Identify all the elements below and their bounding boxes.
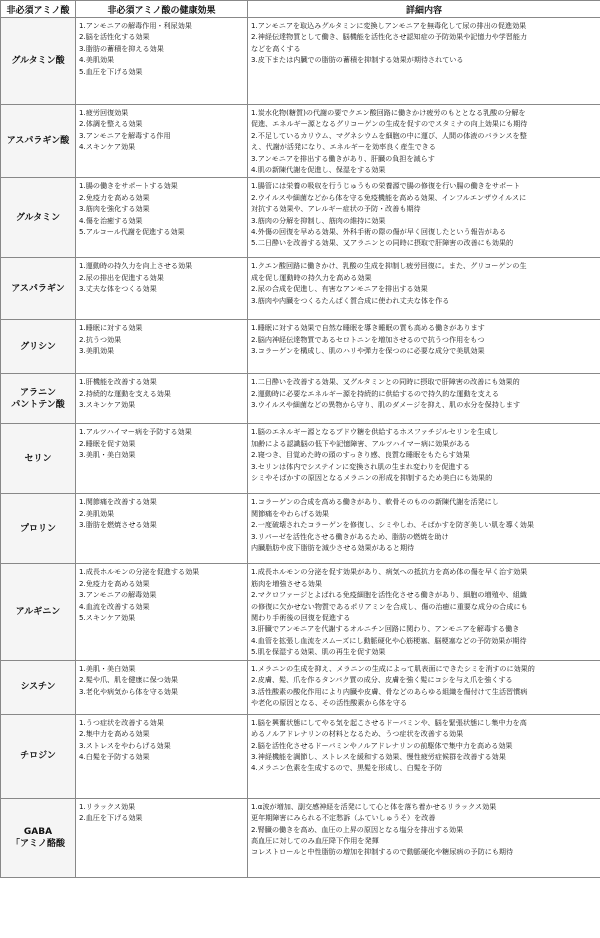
detail-line: 関わり手術後の回復を促進する <box>251 613 351 623</box>
detail-line: 2.寝つき、目覚めた時の頭のすっきり感、良質な睡眠をもたらす効果 <box>251 450 470 460</box>
amino-acid-name-cell <box>1 424 76 494</box>
detail-line: 4.血管を拡張し血流をスムーズにし動脈硬化や心筋梗塞、脳梗塞などの予防効果が期待 <box>251 635 527 645</box>
amino-acid-name: グルタミン酸 <box>11 56 65 66</box>
health-effect-item: 1.疲労回復効果 <box>79 108 129 117</box>
detail-line: 2.一度破壊されたコラーゲンを修復し、シミやしわ、そばかすを防ぎ美しい肌を導く効果 <box>251 520 534 530</box>
detail-line: 2.不足しているカリウム、マグネシウムを細胞の中に運び、人間の体液のバランスを整 <box>251 130 527 140</box>
details-cell <box>248 798 600 877</box>
detail-line: 加齢による認識脳の低下や記憶障害、アルツハイマー病に効果がある <box>251 438 471 448</box>
health-effects-cell <box>76 714 248 798</box>
health-effect-item: 2.血圧を下げる効果 <box>79 813 143 823</box>
health-effect-item: 1.アンモニアの解毒作用・利尿効果 <box>79 21 192 30</box>
health-effects-cell <box>76 660 248 714</box>
health-effects-cell <box>76 258 248 320</box>
table-row <box>1 714 600 798</box>
details-cell <box>248 258 600 320</box>
details-cell <box>248 105 600 178</box>
health-effect-item: 2.尿の排出を促進する効果 <box>79 272 164 282</box>
health-effects-cell <box>76 105 248 178</box>
health-effects-cell <box>76 564 248 660</box>
header-details: 詳細内容 <box>248 1 600 18</box>
detail-line: 1.脳のエネルギー源となるブドウ糖を供給するホスファチジルセリンを生成し <box>251 427 499 437</box>
detail-line: 3.活性酸素の酸化作用により内臓や皮膚、骨などのあらゆる組織を傷付けて生活習慣病 <box>251 686 528 696</box>
detail-line: 3.筋肉の分解を抑制し、筋肉の維持に効果 <box>251 215 386 225</box>
health-effect-item: 3.アンモニアの解毒効果 <box>79 590 157 600</box>
detail-line: え、代謝が活発になり、エネルギーを効率良く産生できる <box>251 142 436 152</box>
amino-acid-name-cell <box>1 714 76 798</box>
health-effect-item: 1.アルツハイマー病を予防する効果 <box>79 427 192 437</box>
details-cell <box>248 18 600 105</box>
detail-line: 3.肝臓でアンモニアを代謝するオルニチン回路に関わり、アンモニアを解毒する働き <box>251 624 520 634</box>
detail-line: 対抗する効果や、アレルギー症状の予防・改善も期待 <box>251 204 421 214</box>
detail-line: 2.皮膚、髪、爪を作るタンパク質の成分、皮膚を強く髪にコシを与え爪を強くする <box>251 675 513 685</box>
detail-line: 4.外傷の回復を早める効果、外科手術の際の傷が早く回復したという報告がある <box>251 227 507 237</box>
detail-line: 1.アンモニアを取込みグルタミンに変換しアンモニアを無毒化して尿の排出の促進効果 <box>251 21 527 30</box>
health-effects-cell <box>76 424 248 494</box>
health-effect-item: 1.うつ症状を改善する効果 <box>79 717 164 727</box>
table-row <box>1 105 600 178</box>
health-effect-item: 2.睡眠を促す効果 <box>79 438 136 448</box>
header-row <box>1 1 600 18</box>
health-effect-item: 3.筋肉を強化する効果 <box>79 204 150 214</box>
health-effect-item: 2.体調を整える効果 <box>79 119 143 129</box>
health-effect-item: 3.美肌効果 <box>79 346 115 356</box>
health-effect-item: 1.腸の働きをサポートする効果 <box>79 181 178 191</box>
detail-line: 1.α波が増加、副交感神経を活発にして心と体を落ち着かせるリラックス効果 <box>251 801 497 811</box>
amino-acid-name: セリン <box>24 453 52 464</box>
health-effect-item: 3.老化や病気から体を守る効果 <box>79 686 178 696</box>
table-row <box>1 798 600 877</box>
detail-line: 4.肌の新陳代謝を促進し、保湿をする効果 <box>251 165 386 175</box>
health-effect-item: 2.免疫力を高める効果 <box>79 192 150 202</box>
header-health-effects: 非必須アミノ酸の健康効果 <box>76 1 248 18</box>
amino-acid-name: グリシン <box>20 341 56 352</box>
detail-line: 5.二日酔いを改善する効果、又アラニンとの同時に摂取で肝障害の改善にも効果的 <box>251 238 514 248</box>
detail-line: 5.肌を保湿する効果、肌の再生を促す効果 <box>251 647 386 657</box>
detail-line: 3.神経機能を調節し、ストレスを緩和する効果、慢性疲労症候群を改善する効果 <box>251 751 506 761</box>
amino-acid-name: アスパラギン酸 <box>6 136 70 147</box>
table-row <box>1 374 600 424</box>
health-effect-item: 1.美肌・美白効果 <box>79 663 136 673</box>
detail-line: めるノルアドレナリンの材料となるため、うつ症状を改善する効果 <box>251 729 464 739</box>
health-effects-cell <box>76 374 248 424</box>
health-effect-item: 3.丈夫な体をつくる効果 <box>79 284 157 294</box>
health-effects-cell <box>76 798 248 877</box>
detail-line: 1.脳を興奮状態にしてやる気を起こさせるドーパミンや、脳を緊張状態にし集中力を高 <box>251 717 527 727</box>
details-cell <box>248 320 600 374</box>
amino-acid-name-cell <box>1 105 76 178</box>
health-effect-item: 2.脳を活性化する効果 <box>79 32 150 42</box>
health-effect-item: 3.脂肪の蓄積を抑える効果 <box>79 43 164 53</box>
details-cell <box>248 494 600 564</box>
health-effect-item: 2.抗うつ効果 <box>79 334 122 344</box>
table-row <box>1 660 600 714</box>
health-effect-item: 4.美肌効果 <box>79 55 115 65</box>
health-effect-item: 4.白髪を予防する効果 <box>79 751 150 761</box>
detail-line: シミやそばかすの原因となるメラニンの形成を抑制するため美白にも効果的 <box>251 473 493 483</box>
detail-line: 促進、エネルギー源となるグリコーゲンの生成を促すのでスタミナの向上効果にも期待 <box>251 119 528 129</box>
detail-line: 1.クエン酸回路に働きかけ、乳酸の生成を抑制し疲労回復に。また、グリコーゲンの生 <box>251 261 527 271</box>
detail-line: 筋肉を増強させる効果 <box>251 578 322 588</box>
health-effect-item: 4.傷を治癒する効果 <box>79 215 143 225</box>
amino-acid-name: グルタミン <box>15 212 61 223</box>
health-effects-cell <box>76 320 248 374</box>
health-effect-item: 4.血流を改善する効果 <box>79 601 150 611</box>
table-body <box>1 18 600 878</box>
detail-line: 更年期障害にみられる不定愁訴（ふていしゅうそ）を改善 <box>251 813 436 823</box>
health-effect-item: 1.関節痛を改善する効果 <box>79 497 157 507</box>
table-row <box>1 178 600 258</box>
health-effect-item: 4.スキンケア効果 <box>79 142 136 152</box>
detail-line: 3.セリンは体内でシステインに変換され肌の生まれ変わりを促進する <box>251 461 470 471</box>
health-effect-item: 1.睡眠に対する効果 <box>79 323 143 333</box>
detail-line: 3.ウイルスや細菌などの異物から守り、肌のダメージを抑え、肌の水分を保持します <box>251 400 521 410</box>
detail-line: 1.腸管には栄養の吸収を行うじゅうもの栄養源で腸の修復を行い腸の働きをサポート <box>251 181 521 191</box>
health-effects-cell <box>76 494 248 564</box>
health-effect-item: 2.髪や爪、肌を健康に保つ効果 <box>79 675 178 685</box>
detail-line: 3.皮下または内臓での脂肪の蓄積を抑制する効果が期待されている <box>251 55 464 65</box>
amino-acid-name: パントテン酸 <box>11 399 65 410</box>
table-row <box>1 494 600 564</box>
health-effect-item: 1.リラックス効果 <box>79 801 136 811</box>
health-effect-item: 1.肝機能を改善する効果 <box>79 377 157 387</box>
amino-acid-name-cell <box>1 258 76 320</box>
detail-line: 高血圧に対してのみ血圧降下作用を発揮 <box>251 835 379 845</box>
health-effect-item: 2.免疫力を高める効果 <box>79 578 150 588</box>
detail-line: 3.コラーゲンを構成し、肌のハリや弾力を保つのに必要な成分で美肌効果 <box>251 346 485 356</box>
detail-line: 内臓脂肪や皮下脂肪を減少させる効果があると期待 <box>251 543 415 553</box>
amino-acid-name: アルギニン <box>15 607 61 618</box>
detail-line: 1.メラニンの生成を抑え、メラニンの生成によって肌表面にできたシミを消すのに効果的 <box>251 663 535 673</box>
health-effects-cell <box>76 178 248 258</box>
details-cell <box>248 564 600 660</box>
detail-line: 関節痛をやわらげる効果 <box>251 508 330 518</box>
detail-line: 2.ウイルスや細菌などから体を守る免疫機能を高める効果、インフルエンザウイルスに <box>251 192 527 202</box>
details-cell <box>248 374 600 424</box>
header-amino-acid: 非必須アミノ酸 <box>1 1 76 18</box>
health-effect-item: 2.美肌効果 <box>79 508 115 518</box>
details-cell <box>248 660 600 714</box>
health-effect-item: 2.持続的な運動を支える効果 <box>79 388 171 398</box>
detail-line: 1.コラーゲンの合成を高める働きがあり、軟骨そのものの新陳代謝を活発にし <box>251 497 499 507</box>
health-effect-item: 3.スキンケア効果 <box>79 400 136 410</box>
health-effect-item: 1.成長ホルモンの分泌を促進する効果 <box>79 567 200 577</box>
detail-line: や老化の原因となる、その活性酸素から体を守る <box>251 697 408 707</box>
amino-acid-name-cell <box>1 374 76 424</box>
table-row <box>1 424 600 494</box>
detail-line: 2.尿の合成を促進し、有害なアンモニアを排出する効果 <box>251 284 428 294</box>
detail-line: 1.成長ホルモンの分泌を促す効果があり、病気への抵抗力を高め体の傷を早く治す効果 <box>251 567 528 577</box>
details-cell <box>248 424 600 494</box>
health-effect-item: 5.スキンケア効果 <box>79 613 136 623</box>
detail-line: 2.腎臓の働きを高め、血圧の上昇の原因となる塩分を排出する効果 <box>251 824 464 834</box>
detail-line: の修復に欠かせない物質であるポリアミンを合成し、傷の治癒に重要な成分の合成にも <box>251 601 528 611</box>
amino-acid-name-cell <box>1 320 76 374</box>
amino-acid-name-cell <box>1 494 76 564</box>
amino-acid-name: シスチン <box>20 682 56 693</box>
amino-acid-name: 「アミノ酪酸 <box>10 838 65 849</box>
detail-line: 4.メラニン色素を生成するので、黒髪を形成し、白髪を予防 <box>251 763 443 773</box>
detail-line: 2.マクロファージとよばれる免疫細胞を活性化させる働きがあり、細胞の増殖や、組織 <box>251 590 527 600</box>
detail-line: コレストロールと中性脂肪の増加を抑制するので動脈硬化や糖尿病の予防にも期待 <box>251 847 514 857</box>
health-effect-item: 1.運動時の持久力を向上させる効果 <box>79 261 193 271</box>
table-row <box>1 564 600 660</box>
amino-acid-name-cell <box>1 18 76 105</box>
table-row <box>1 320 600 374</box>
health-effect-item: 3.脂肪を燃焼させる効果 <box>79 520 157 530</box>
health-effect-item: 2.集中力を高める効果 <box>79 729 150 739</box>
health-effect-item: 5.血圧を下げる効果 <box>79 66 143 76</box>
details-cell <box>248 714 600 798</box>
amino-acid-name: チロジン <box>20 751 56 762</box>
detail-line: 3.リパーゼを活性化させる働きがあるため、脂肪の燃焼を助け <box>251 531 449 541</box>
table-row <box>1 18 600 105</box>
table-row <box>1 258 600 320</box>
amino-acid-name: GABA <box>23 826 53 837</box>
detail-line: 2.神経伝達物質として働き、脳機能を活性化させ認知症の予防効果や記憶力や学習能力 <box>251 32 528 42</box>
detail-line: 2.脳内神経伝達物質であるセロトニンを増加させるので抗うつ作用をもつ <box>251 334 485 344</box>
detail-line: などを高くする <box>251 43 301 53</box>
detail-line: 成を促し運動時の持久力を高める効果 <box>251 272 372 282</box>
health-effect-item: 3.ストレスをやわらげる効果 <box>79 740 171 750</box>
amino-acid-name: アラニン <box>19 387 56 398</box>
health-effects-cell <box>76 18 248 105</box>
health-effect-item: 5.アルコール代謝を促進する効果 <box>79 227 185 237</box>
amino-acid-name: プロリン <box>19 523 56 534</box>
health-effect-item: 3.美肌・美白効果 <box>79 450 136 460</box>
detail-line: 1.二日酔いを改善する効果、又グルタミンとの同時に摂取で肝障害の改善にも効果的 <box>251 377 520 387</box>
detail-line: 3.筋肉や内臓をつくるたんぱく質合成に使われ丈夫な体を作る <box>251 295 450 305</box>
amino-acid-name-cell <box>1 564 76 660</box>
amino-acid-name-cell <box>1 660 76 714</box>
detail-line: 1.炭水化物(糖質)の代謝の要でクエン酸回路に働きかけ疲労のもととなる乳酸の分解を <box>251 108 526 117</box>
amino-acid-name-cell <box>1 178 76 258</box>
detail-line: 1.睡眠に対する効果で自然な睡眠を導き睡眠の質も高める働きがあります <box>251 323 485 333</box>
details-cell <box>248 178 600 258</box>
amino-acid-name: アスパラギン <box>11 283 65 294</box>
amino-acid-name-cell <box>1 798 76 877</box>
detail-line: 3.アンモニアを排出する働きがあり、肝臓の負担を減らす <box>251 153 435 163</box>
health-effect-item: 3.アンモニアを解毒する作用 <box>79 130 171 140</box>
detail-line: 2.脳を活性化させるドーパミンやノルアドレナリンの前駆体で集中力を高める効果 <box>251 740 513 750</box>
detail-line: 2.運動時に必要なエネルギー源を持続的に供給するので持久的な運動を支える <box>251 388 499 398</box>
